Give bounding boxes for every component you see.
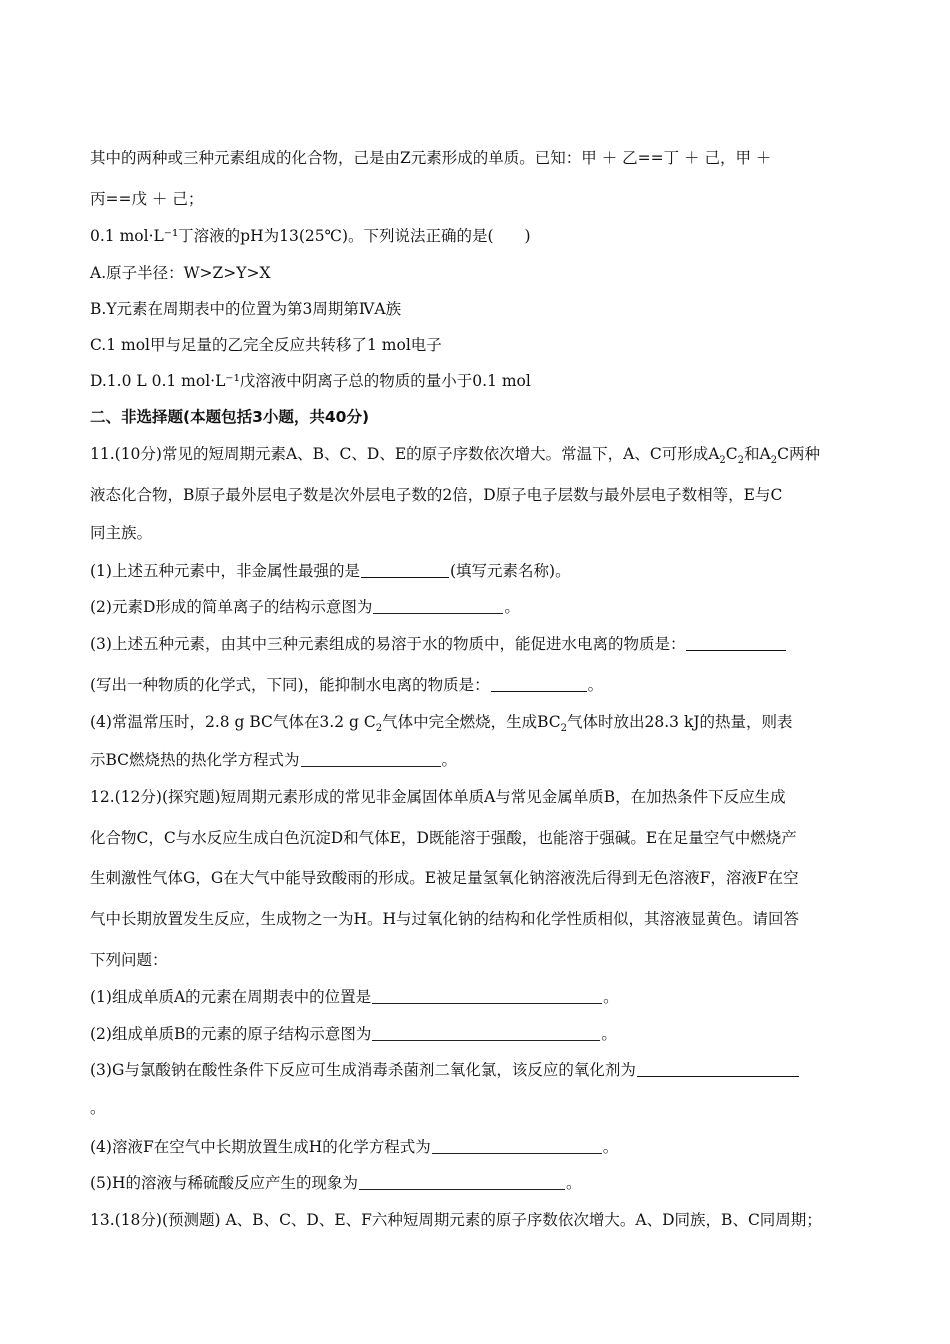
q10-option-d: D.1.0 L 0.1 mol·L⁻¹戊溶液中阴离子总的物质的量小于0.1 mol	[90, 372, 531, 390]
answer-blank[interactable]	[301, 750, 441, 767]
q12-line2: 化合物C，C与水反应生成白色沉淀D和气体E，D既能溶于强酸，也能溶于强碱。E在足量空气中燃烧产	[90, 829, 797, 847]
q12-part4: (4)溶液F在空气中长期放置生成H的化学方程式为 。	[90, 1138, 619, 1156]
q11-part4: (4)常温常压时，2.8 g BC气体在3.2 g $C_2$气体中完全燃烧，生成$BC_2$气体时放出28.3 kJ的热量，则表	[90, 713, 793, 735]
q12-part3: (3)G与氯酸钠在酸性条件下反应可生成消毒杀菌剂二氧化氯，该反应的氧化剂为	[90, 1059, 800, 1081]
q11-part1: (1)上述五种元素中，非金属性最强的是 (填写元素名称)。	[90, 562, 571, 580]
q12-part1: (1)组成单质A的元素在周期表中的位置是 。	[90, 988, 619, 1006]
q11-part2: (2)元素D形成的简单离子的结构示意图为 。	[90, 598, 520, 616]
q10-text-line1: 其中的两种或三种元素组成的化合物，己是由Z元素形成的单质。已知：甲 ＋ 乙==丁 ＋ 己，甲 ＋	[90, 149, 772, 167]
answer-blank[interactable]	[686, 634, 786, 651]
q10-option-a: A.原子半径：W>Z>Y>X	[90, 264, 271, 282]
answer-blank[interactable]	[359, 1173, 565, 1190]
q10-option-c: C.1 mol甲与足量的乙完全反应共转移了1 mol电子	[90, 336, 442, 354]
answer-blank[interactable]	[372, 1024, 600, 1041]
q11-part4-cont: 示BC燃烧热的热化学方程式为 。	[90, 751, 458, 769]
answer-blank[interactable]	[491, 675, 587, 692]
answer-blank[interactable]	[432, 1137, 602, 1154]
q10-option-b: B.Y元素在周期表中的位置为第3周期第ⅣA族	[90, 300, 402, 318]
q10-text-line3: 0.1 mol·L⁻¹丁溶液的pH为13(25℃)。下列说法正确的是( )	[90, 227, 531, 245]
section-title: 二、非选择题(本题包括3小题，共40分)	[90, 408, 370, 426]
q11-part3-cont: (写出一种物质的化学式，下同)，能抑制水电离的物质是： 。	[90, 676, 604, 694]
q11-line3: 同主族。	[90, 524, 153, 542]
q12-part5: (5)H的溶液与稀硫酸反应产生的现象为 。	[90, 1174, 582, 1192]
answer-blank[interactable]	[372, 987, 602, 1004]
q11-line1: 11.(10分)常见的短周期元素A、B、C、D、E的原子序数依次增大。常温下，A、C可形成$A_2C_2$和$A_2C$两种	[90, 445, 820, 467]
q12-line3: 生刺激性气体G，G在大气中能导致酸雨的形成。E被足量氢氧化钠溶液洗后得到无色溶液F，溶液F在空	[90, 869, 799, 887]
q12-part3-cont: 。	[90, 1099, 106, 1117]
answer-blank[interactable]	[361, 561, 449, 578]
q11-line2: 液态化合物，B原子最外层电子数是次外层电子数的2倍，D原子电子层数与最外层电子数相等，E与C	[90, 486, 783, 504]
q12-line4: 气中长期放置发生反应，生成物之一为H。H与过氧化钠的结构和化学性质相似，其溶液显黄色。请回答	[90, 910, 800, 928]
q13-line1: 13.(18分)(预测题) A、B、C、D、E、F六种短周期元素的原子序数依次增大。A、D同族，B、C同周期；	[90, 1211, 822, 1229]
q12-line1: 12.(12分)(探究题)短周期元素形成的常见非金属固体单质A与常见金属单质B，在加热条件下反应生成	[90, 788, 786, 806]
answer-blank[interactable]	[373, 597, 503, 614]
q10-text-line2: 丙==戊 ＋ 己；	[90, 190, 204, 208]
q12-line5: 下列问题：	[90, 951, 168, 969]
q12-part2: (2)组成单质B的元素的原子结构示意图为 。	[90, 1025, 617, 1043]
q11-part3: (3)上述五种元素，由其中三种元素组成的易溶于水的物质中，能促进水电离的物质是：	[90, 633, 787, 655]
answer-blank[interactable]	[637, 1060, 799, 1077]
